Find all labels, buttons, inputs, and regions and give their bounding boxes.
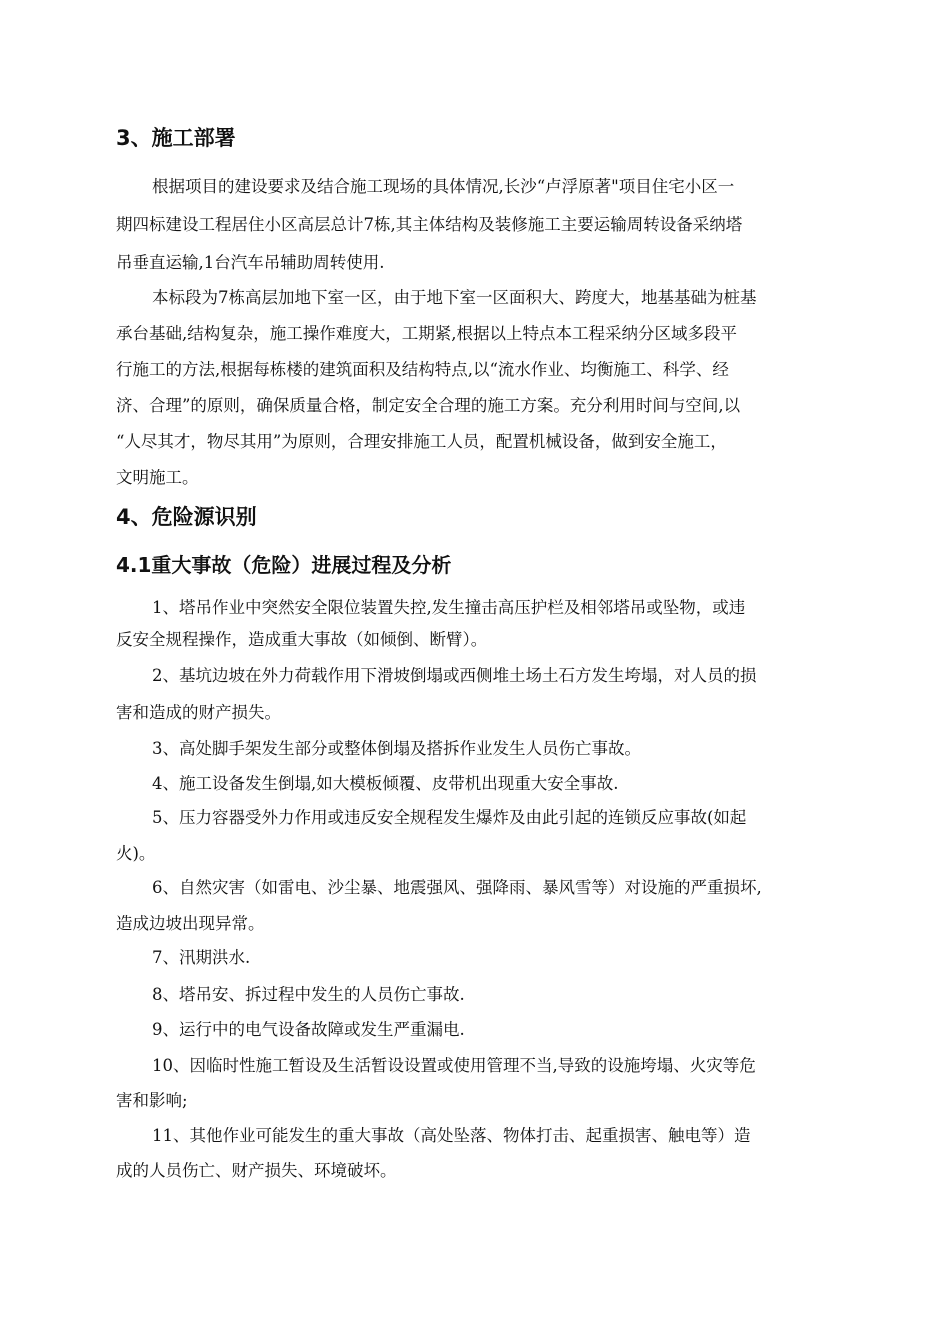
paragraph-line: 期四标建设工程居住小区高层总计7栋,其主体结构及装修施工主要运输周转设备采纳塔 — [116, 215, 743, 234]
list-item-continuation: 害和影响; — [116, 1091, 188, 1110]
list-item-continuation: 害和造成的财产损失。 — [116, 703, 281, 722]
list-item-continuation: 反安全规程操作，造成重大事故（如倾倒、断臂）。 — [116, 630, 488, 649]
list-item-continuation: 造成边坡出现异常。 — [116, 914, 265, 933]
list-item: 7、汛期洪水. — [152, 948, 251, 967]
list-item: 5、压力容器受外力作用或违反安全规程发生爆炸及由此引起的连锁反应事故(如起 — [152, 808, 747, 827]
list-item: 8、塔吊安、拆过程中发生的人员伤亡事故. — [152, 985, 465, 1004]
list-item-continuation: 火)。 — [116, 844, 156, 863]
paragraph-line: 承台基础,结构复杂，施工操作难度大，工期紧,根据以上特点本工程采纳分区域多段平 — [116, 324, 737, 343]
list-item: 4、施工设备发生倒塌,如大模板倾覆、皮带机出现重大安全事故. — [152, 774, 619, 793]
paragraph-line: 本标段为7栋高层加地下室一区，由于地下室一区面积大、跨度大，地基基础为桩基 — [152, 288, 757, 307]
section-4-heading: 4、危险源识别 — [116, 505, 257, 529]
paragraph-line: 根据项目的建设要求及结合施工现场的具体情况,长沙“卢浮原著"项目住宅小区一 — [152, 177, 735, 196]
list-item: 9、运行中的电气设备故障或发生严重漏电. — [152, 1020, 465, 1039]
paragraph-line: 济、合理”的原则，确保质量合格，制定安全合理的施工方案。充分利用时间与空间,以 — [116, 396, 741, 415]
list-item: 10、因临时性施工暂设及生活暂设设置或使用管理不当,导致的设施垮塌、火灾等危 — [152, 1056, 756, 1075]
paragraph-line: 文明施工。 — [116, 468, 199, 487]
paragraph-line: “人尽其才，物尽其用”为原则，合理安排施工人员，配置机械设备，做到安全施工， — [116, 432, 727, 451]
paragraph-line: 行施工的方法,根据每栋楼的建筑面积及结构特点,以“流水作业、均衡施工、科学、经 — [116, 360, 729, 379]
paragraph-line: 吊垂直运输,1台汽车吊辅助周转使用. — [116, 253, 385, 272]
list-item: 3、高处脚手架发生部分或整体倒塌及搭拆作业发生人员伤亡事故。 — [152, 739, 641, 758]
list-item: 6、自然灾害（如雷电、沙尘暴、地震强风、强降雨、暴风雪等）对设施的严重损坏, — [152, 878, 762, 897]
list-item: 1、塔吊作业中突然安全限位装置失控,发生撞击高压护栏及相邻塔吊或坠物，或违 — [152, 598, 746, 617]
section-3-heading: 3、施工部署 — [116, 126, 236, 150]
list-item: 2、基坑边坡在外力荷载作用下滑坡倒塌或西侧堆土场土石方发生垮塌，对人员的损 — [152, 666, 757, 685]
list-item-continuation: 成的人员伤亡、财产损失、环境破坏。 — [116, 1161, 397, 1180]
section-4-1-subheading: 4.1重大事故（危险）进展过程及分析 — [116, 553, 452, 577]
list-item: 11、其他作业可能发生的重大事故（高处坠落、物体打击、起重损害、触电等）造 — [152, 1126, 751, 1145]
